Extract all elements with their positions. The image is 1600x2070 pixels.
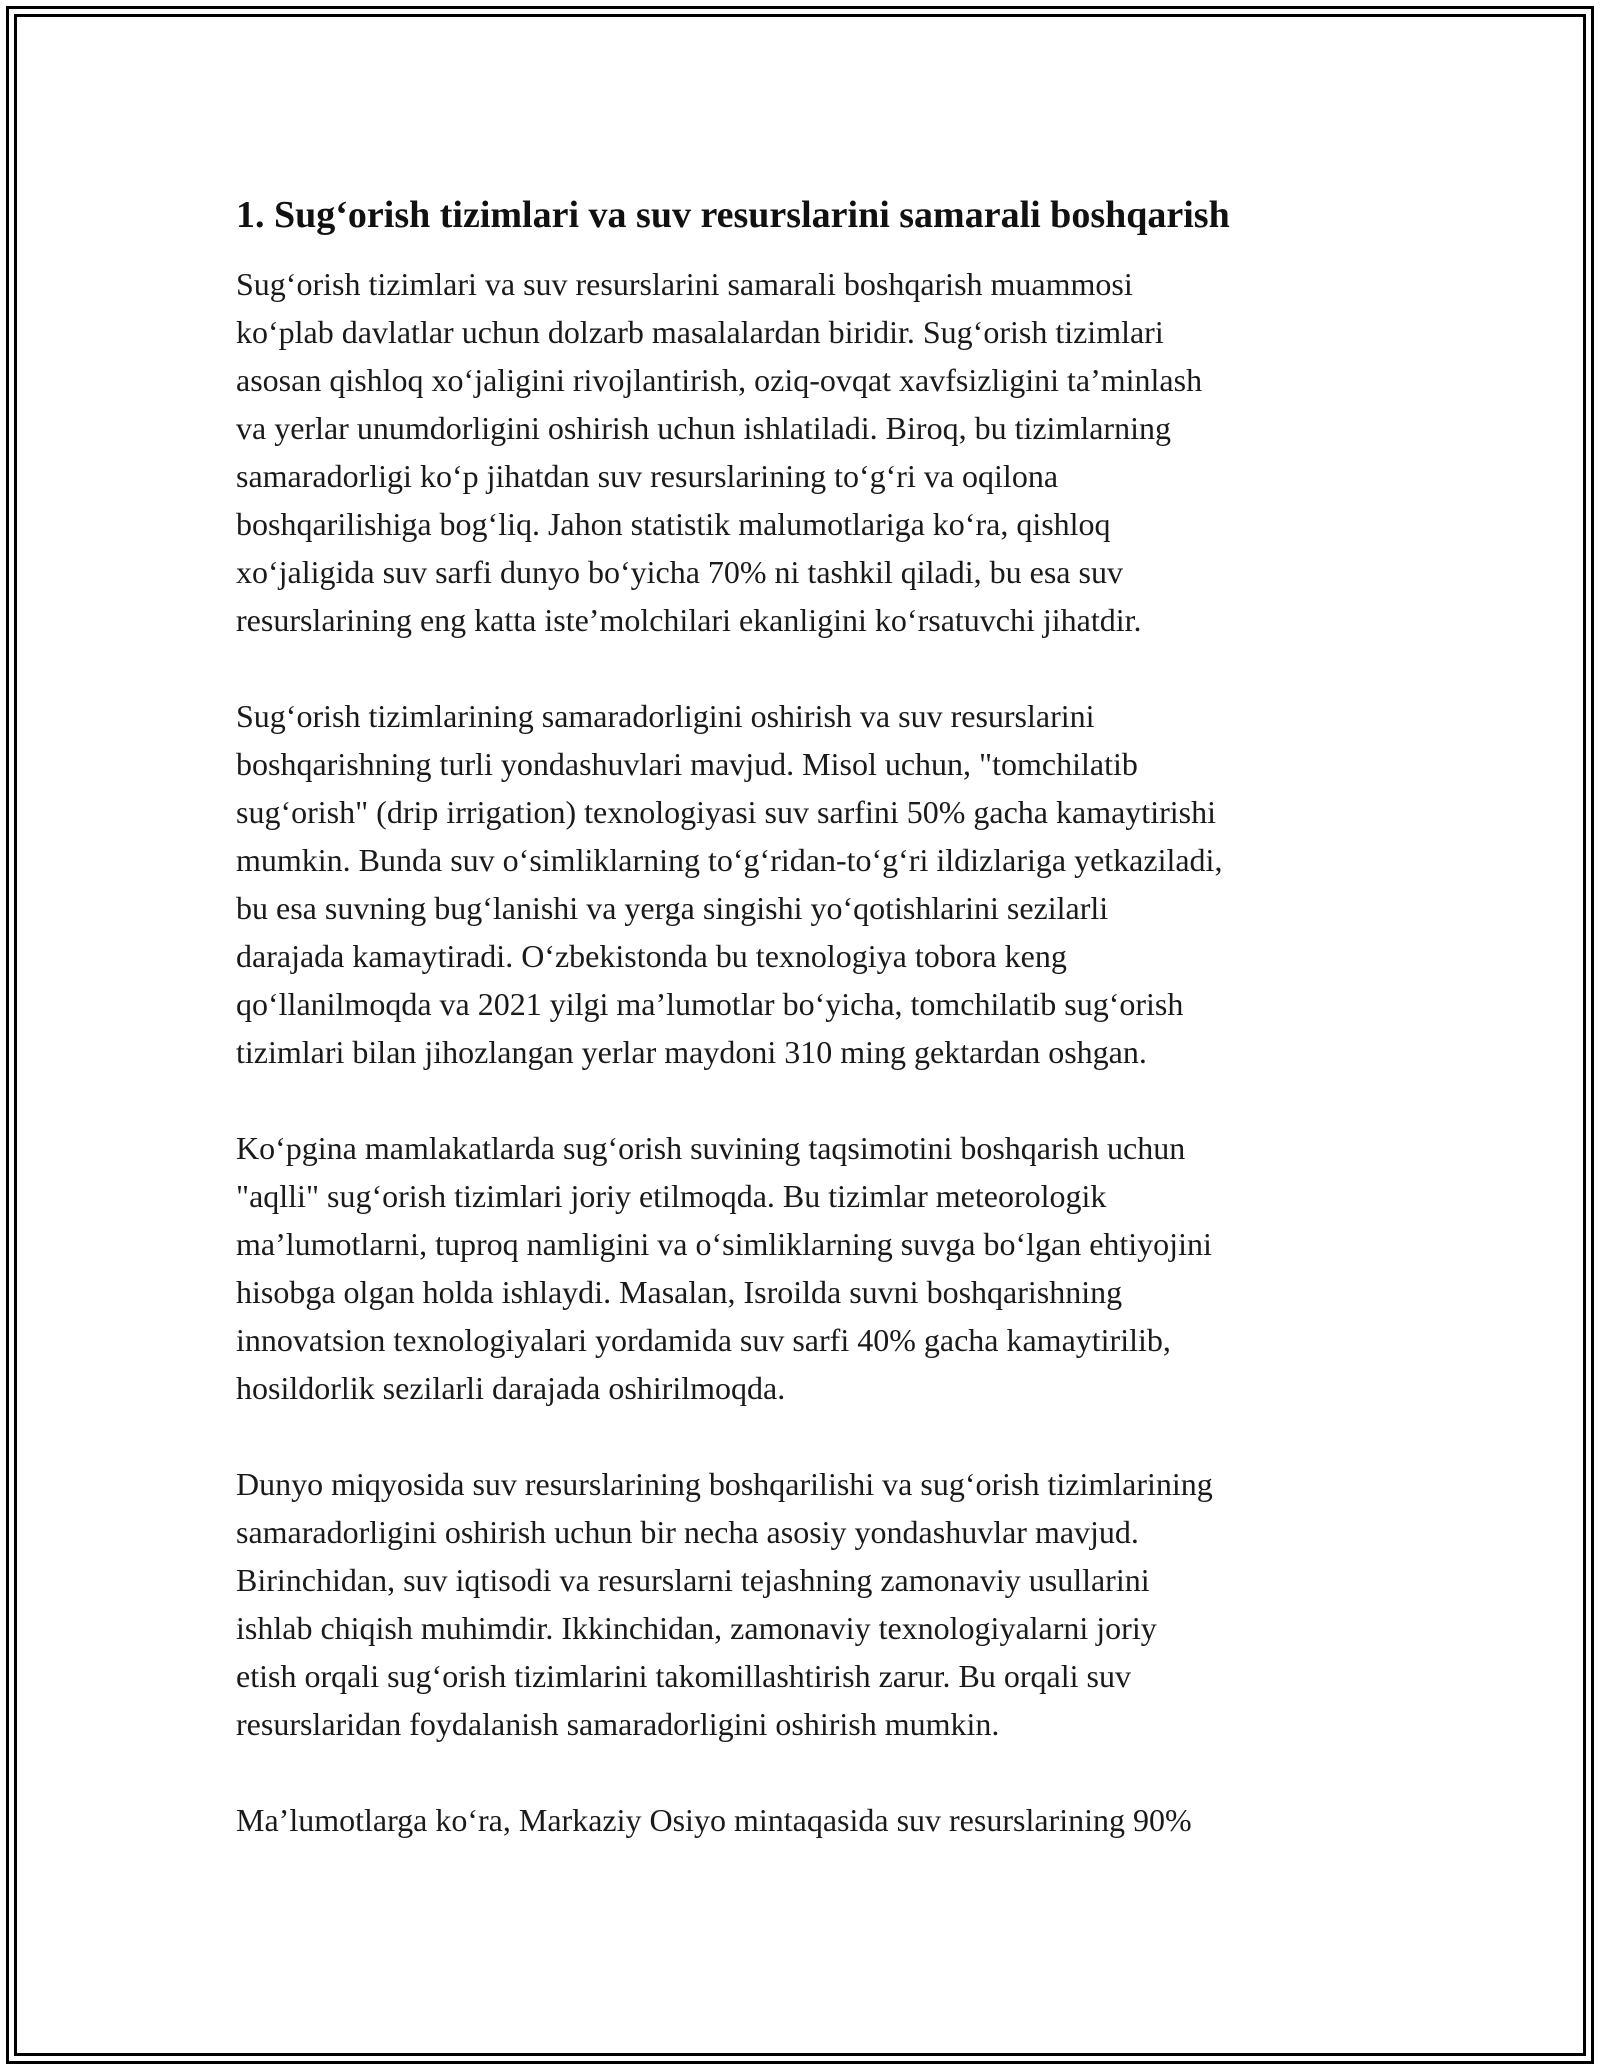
text-line: asosan qishloq xo‘jaligini rivojlantirish, oziq-ovqat xavfsizligini ta’minlash bbox=[236, 362, 1203, 398]
text-line: Dunyo miqyosida suv resurslarining boshqarilishi va sug‘orish tizimlarining bbox=[236, 1466, 1213, 1502]
text-line: darajada kamaytiradi. O‘zbekistonda bu texnologiya tobora keng bbox=[236, 938, 1067, 974]
text-line: va yerlar unumdorligini oshirish uchun ishlatiladi. Biroq, bu tizimlarning bbox=[236, 410, 1171, 446]
text-line: boshqarishning turli yondashuvlari mavjud. Misol uchun, "tomchilatib bbox=[236, 746, 1138, 782]
text-line: etish orqali sug‘orish tizimlarini takomillashtirish zarur. Bu orqali suv bbox=[236, 1658, 1131, 1694]
paragraph-4 bbox=[236, 1460, 1376, 1748]
text-line: hosildorlik sezilarli darajada oshirilmoqda. bbox=[236, 1370, 786, 1406]
paragraph-1 bbox=[236, 260, 1376, 644]
text-line: ko‘plab davlatlar uchun dolzarb masalalardan biridir. Sug‘orish tizimlari bbox=[236, 314, 1164, 350]
section-heading: 1. Sug‘orish tizimlari va suv resurslarini samarali boshqarish bbox=[236, 194, 1230, 236]
text-line: resurslaridan foydalanish samaradorligini oshirish mumkin. bbox=[236, 1706, 1000, 1742]
text-line: "aqlli" sug‘orish tizimlari joriy etilmoqda. Bu tizimlar meteorologik bbox=[236, 1178, 1107, 1214]
text-line: tizimlari bilan jihozlangan yerlar maydoni 310 ming gektardan oshgan. bbox=[236, 1034, 1147, 1070]
text-line: mumkin. Bunda suv o‘simliklarning to‘g‘ridan-to‘g‘ri ildizlariga yetkaziladi, bbox=[236, 842, 1223, 878]
text-line: resurslarining eng katta iste’molchilari ekanligini ko‘rsatuvchi jihatdir. bbox=[236, 602, 1142, 638]
text-line: ishlab chiqish muhimdir. Ikkinchidan, zamonaviy texnologiyalarni joriy bbox=[236, 1610, 1157, 1646]
paragraph-5 bbox=[236, 1796, 1376, 1844]
text-line: sug‘orish" (drip irrigation) texnologiyasi suv sarfini 50% gacha kamaytirishi bbox=[236, 794, 1216, 830]
document-body bbox=[236, 184, 1376, 1892]
text-line: boshqarilishiga bog‘liq. Jahon statistik malumotlariga ko‘ra, qishloq bbox=[236, 506, 1111, 542]
paragraph-2 bbox=[236, 692, 1376, 1076]
text-line: qo‘llanilmoqda va 2021 yilgi ma’lumotlar bo‘yicha, tomchilatib sug‘orish bbox=[236, 986, 1184, 1022]
text-line: Ma’lumotlarga ko‘ra, Markaziy Osiyo mintaqasida suv resurslarining 90% bbox=[236, 1802, 1192, 1838]
text-line: xo‘jaligida suv sarfi dunyo bo‘yicha 70% ni tashkil qiladi, bu esa suv bbox=[236, 554, 1123, 590]
text-line: bu esa suvning bug‘lanishi va yerga singishi yo‘qotishlarini sezilarli bbox=[236, 890, 1109, 926]
text-line: ma’lumotlarni, tuproq namligini va o‘simliklarning suvga bo‘lgan ehtiyojini bbox=[236, 1226, 1212, 1262]
text-line: hisobga olgan holda ishlaydi. Masalan, Isroilda suvni boshqarishning bbox=[236, 1274, 1123, 1310]
text-line: Birinchidan, suv iqtisodi va resurslarni tejashning zamonaviy usullarini bbox=[236, 1562, 1150, 1598]
text-line: samaradorligini oshirish uchun bir necha asosiy yondashuvlar mavjud. bbox=[236, 1514, 1139, 1550]
text-line: Ko‘pgina mamlakatlarda sug‘orish suvining taqsimotini boshqarish uchun bbox=[236, 1130, 1186, 1166]
text-line: Sug‘orish tizimlari va suv resurslarini samarali boshqarish muammosi bbox=[236, 266, 1133, 302]
paragraph-3 bbox=[236, 1124, 1376, 1412]
text-line: Sug‘orish tizimlarining samaradorligini oshirish va suv resurslarini bbox=[236, 698, 1095, 734]
text-line: innovatsion texnologiyalari yordamida suv sarfi 40% gacha kamaytirilib, bbox=[236, 1322, 1171, 1358]
text-line: samaradorligi ko‘p jihatdan suv resurslarining to‘g‘ri va oqilona bbox=[236, 458, 1059, 494]
